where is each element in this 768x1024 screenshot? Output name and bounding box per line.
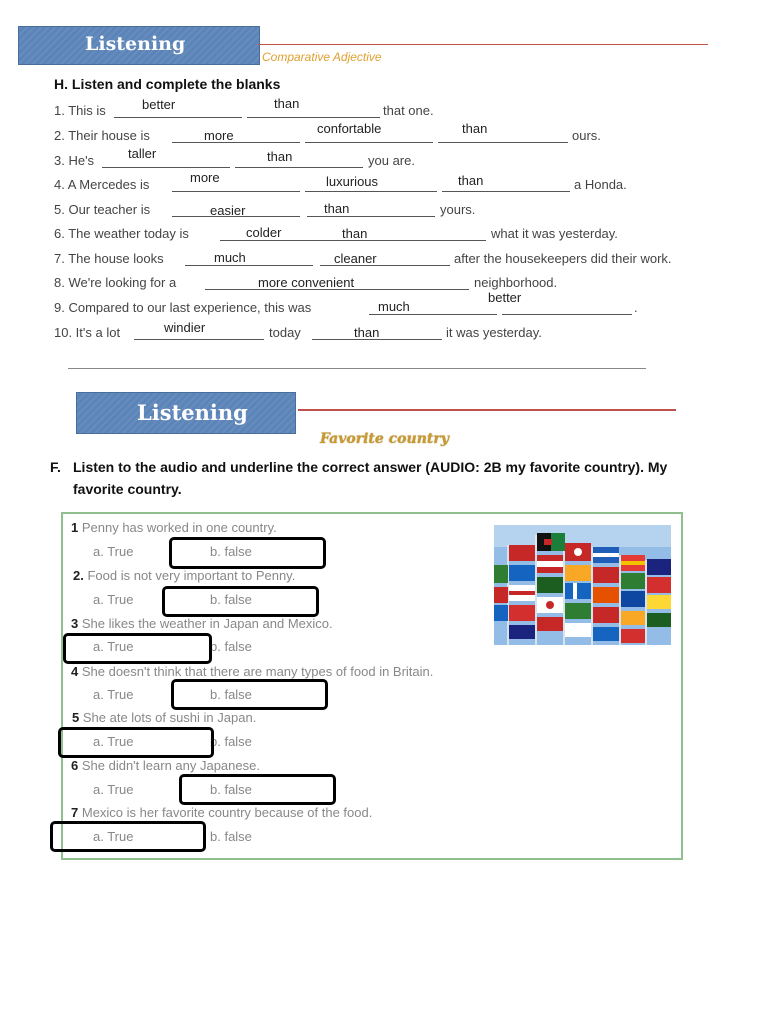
listening-banner-1: [18, 26, 260, 65]
row-5-text-start: 5. Our teacher is: [54, 202, 151, 217]
row-7-text-start: 7. The house looks: [54, 251, 164, 266]
row-3-text-start: 3. He's: [54, 153, 95, 168]
question-5-number: 5: [72, 710, 80, 725]
question-2: [73, 568, 295, 583]
row-3-blank-1[interactable]: [102, 153, 230, 168]
row-1-text-end: that one.: [383, 103, 434, 118]
flags-photo-image: [494, 525, 671, 645]
question-1-text: Penny has worked in one country.: [81, 520, 277, 535]
row-7-blank-1[interactable]: [185, 251, 313, 266]
row-4-text-end: a Honda.: [574, 177, 627, 192]
question-1: [71, 520, 277, 535]
row-10-text-start: 10. It's a lot: [54, 325, 121, 340]
row-9-text-end: .: [634, 300, 638, 315]
question-7: [71, 805, 372, 820]
row-10-text-middle: today: [269, 325, 301, 340]
question-3-number: 3: [71, 616, 79, 631]
row-2-answer-2: confortable: [317, 121, 382, 136]
question-1-option-true[interactable]: a. True: [93, 544, 134, 559]
row-9-blank-2[interactable]: [502, 300, 632, 315]
listening-banner-1-title: Listening: [85, 33, 186, 55]
row-9-text-start: 9. Compared to our last experience, this was: [54, 300, 312, 315]
section-divider: [68, 368, 646, 369]
section-2-letter: F.: [50, 459, 61, 475]
banner-1-rule: [258, 44, 708, 45]
question-5: [72, 710, 256, 725]
question-7-option-true[interactable]: a. True: [93, 829, 134, 844]
question-6: [71, 758, 260, 773]
row-3-blank-2[interactable]: [235, 153, 363, 168]
question-4-number: 4: [71, 664, 79, 679]
row-7-text-end: after the housekeepers did their work.: [454, 251, 672, 266]
question-6-text: She didn't learn any Japanese.: [81, 758, 260, 773]
row-2-blank-3[interactable]: [438, 128, 568, 143]
question-3-option-false[interactable]: b. false: [210, 639, 252, 654]
section-1-heading: H. Listen and complete the blanks: [54, 76, 281, 92]
row-6-answer-2: than: [342, 226, 368, 241]
section-2-instruction: Listen to the audio and underline the correct answer (AUDIO: 2B my favorite country). My favorite country.: [73, 459, 668, 497]
question-6-number: 6: [71, 758, 79, 773]
listening-banner-2: [76, 392, 296, 434]
row-7-answer-1: much: [214, 250, 246, 265]
question-7-number: 7: [71, 805, 79, 820]
row-3-text-end: you are.: [368, 153, 415, 168]
question-4-option-true[interactable]: a. True: [93, 687, 134, 702]
row-5-answer-1: easier: [210, 203, 246, 218]
question-7-option-false[interactable]: b. false: [210, 829, 252, 844]
question-6-option-false[interactable]: b. false: [210, 782, 252, 797]
row-2-text-start: 2. Their house is: [54, 128, 150, 143]
row-9-answer-2: better: [488, 290, 522, 305]
row-2-answer-1: more: [204, 128, 234, 143]
question-7-answer-mark: [50, 821, 206, 852]
question-6-option-true[interactable]: a. True: [93, 782, 134, 797]
row-2-answer-3: than: [462, 121, 488, 136]
row-8-text-end: neighborhood.: [474, 275, 558, 290]
row-4-text-start: 4. A Mercedes is: [54, 177, 150, 192]
row-10-answer-2: than: [354, 325, 380, 340]
row-7-answer-2: cleaner: [334, 251, 377, 266]
row-1-text-start: 1. This is: [54, 103, 106, 118]
question-5-answer-mark: [58, 727, 214, 758]
question-2-answer-mark: [162, 586, 319, 617]
question-4-answer-mark: [171, 679, 328, 710]
row-2-text-end: ours.: [572, 128, 601, 143]
question-2-option-true[interactable]: a. True: [93, 592, 134, 607]
row-10-text-end: it was yesterday.: [446, 325, 542, 340]
section-1-subtitle: Comparative Adjective: [262, 50, 382, 64]
row-5-answer-2: than: [324, 201, 350, 216]
question-4-text: She doesn't think that there are many types of food in Britain.: [81, 664, 434, 679]
question-7-text: Mexico is her favorite country because of the food.: [81, 805, 373, 820]
section-2-subtitle: Favorite country: [320, 431, 449, 447]
row-3-answer-1: taller: [128, 146, 157, 161]
row-4-answer-2: luxurious: [326, 174, 379, 189]
question-1-answer-mark: [169, 537, 326, 569]
row-3-answer-2: than: [267, 149, 293, 164]
row-1-answer-2: than: [274, 96, 300, 111]
row-8-text-start: 8. We're looking for a: [54, 275, 177, 290]
question-5-option-false[interactable]: b. false: [210, 734, 252, 749]
question-1-option-false[interactable]: b. false: [210, 544, 252, 559]
question-3: [71, 616, 333, 631]
row-8-answer-1: more convenient: [258, 275, 355, 290]
row-10-answer-1: windier: [164, 320, 206, 335]
row-5-text-end: yours.: [440, 202, 476, 217]
row-2-blank-1[interactable]: [172, 128, 300, 143]
row-1-blank-2[interactable]: [247, 103, 380, 118]
row-1-answer-1: better: [142, 97, 176, 112]
question-4: [71, 664, 433, 679]
row-6-text-start: 6. The weather today is: [54, 226, 189, 241]
question-2-number: 2.: [73, 568, 84, 583]
flags-photo: [494, 525, 671, 645]
row-6-text-end: what it was yesterday.: [491, 226, 618, 241]
question-5-option-true[interactable]: a. True: [93, 734, 134, 749]
question-3-text: She likes the weather in Japan and Mexico.: [81, 616, 333, 631]
row-4-answer-1: more: [190, 170, 220, 185]
question-5-text: She ate lots of sushi in Japan.: [82, 710, 257, 725]
row-6-answer-1: colder: [246, 225, 282, 240]
row-1-blank-1[interactable]: [114, 103, 242, 118]
banner-2-rule: [298, 409, 676, 411]
question-3-answer-mark: [63, 633, 212, 664]
question-2-option-false[interactable]: b. false: [210, 592, 252, 607]
listening-banner-2-title: Listening: [137, 400, 248, 425]
question-4-option-false[interactable]: b. false: [210, 687, 252, 702]
question-1-number: 1: [71, 520, 79, 535]
row-9-answer-1: much: [378, 299, 410, 314]
question-2-text: Food is not very important to Penny.: [87, 568, 296, 583]
question-6-answer-mark: [179, 774, 336, 805]
row-4-answer-3: than: [458, 173, 484, 188]
question-3-option-true[interactable]: a. True: [93, 639, 134, 654]
